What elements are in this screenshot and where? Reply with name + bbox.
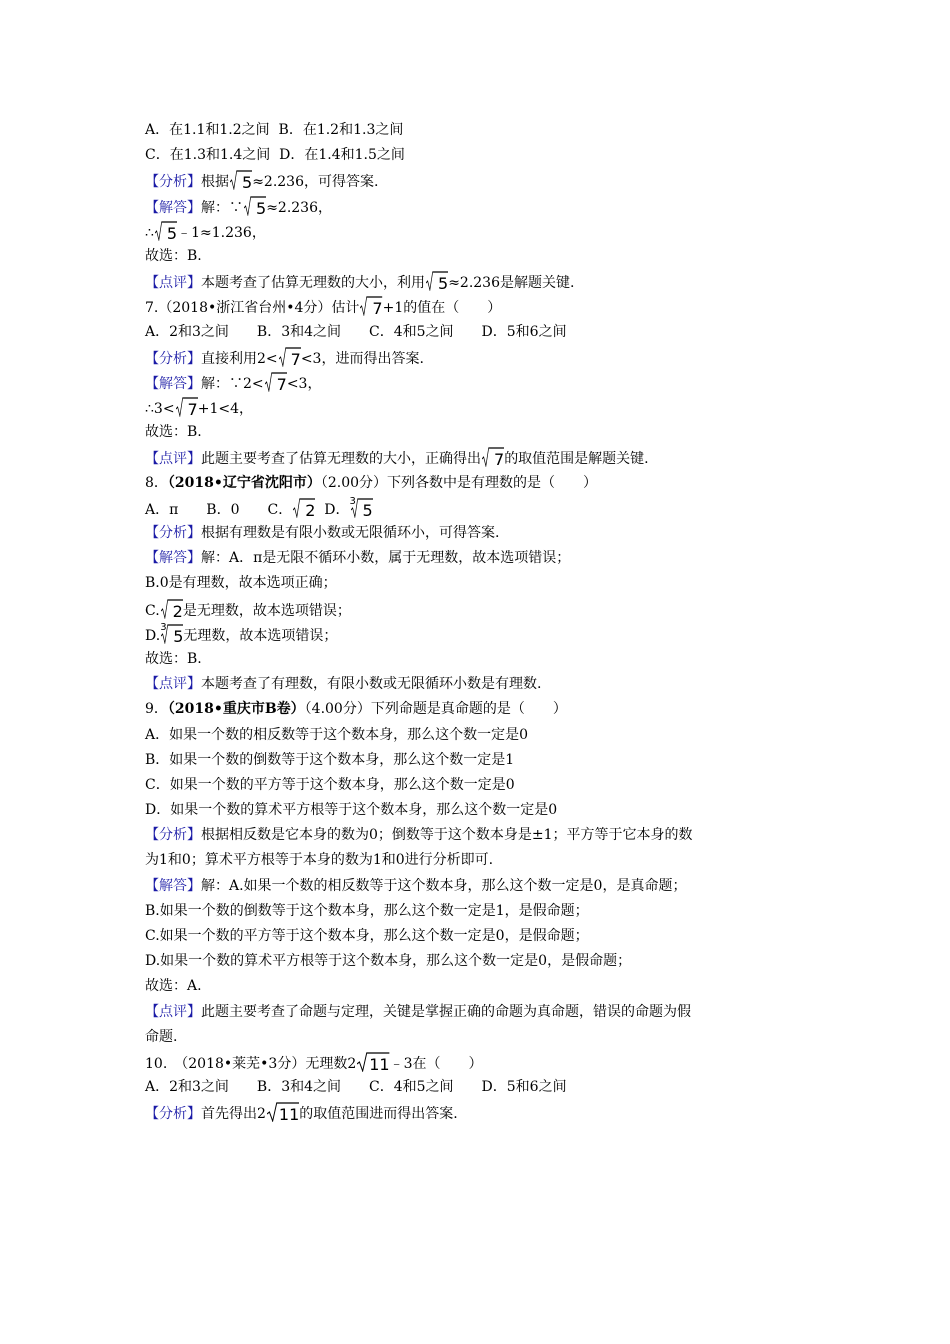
q8-solution-c [145, 597, 825, 622]
text: 此题主要考查了命题与定理，关键是掌握正确的命题为真命题，错误的命题为假 [201, 1003, 691, 1020]
radicand: 5 [173, 626, 184, 646]
text: 7.（2018•浙江省台州•4分）估计 [145, 300, 360, 317]
text: 解：∵2< [201, 375, 264, 392]
radicand: 5 [166, 223, 178, 243]
solution-tag: 【解答】 [145, 199, 201, 216]
text: （4.00分）下列命题是真命题的是（ ） [304, 701, 567, 718]
q6-options-cd: C．在1.3和1.4之间 D．在1.4和1.5之间 [145, 147, 405, 164]
text: 是无理数，故本选项错误； [182, 602, 351, 619]
comment-tag: 【点评】 [145, 1003, 201, 1020]
root-index: 3 [160, 621, 167, 633]
radicand: 2 [172, 601, 183, 621]
text: 根据有理数是有限小数或无限循环小，可得答案. [201, 525, 500, 541]
solution-tag: 【解答】 [145, 375, 201, 392]
root-index: 3 [349, 495, 356, 507]
comment-tag: 【点评】 [145, 451, 201, 468]
q9-comment [145, 1000, 825, 1025]
text: 根据相反数是它本身的数为0；倒数等于这个数本身是±1；平方等于它本身的数 [201, 827, 693, 844]
text: +1的值在（ ） [382, 300, 502, 317]
q8-solution-b: B.0是有理数，故本选项正确； [145, 575, 337, 592]
radicand: 7 [372, 299, 383, 319]
text: 无理数，故本选项错误； [183, 627, 338, 644]
text: 8． [145, 474, 168, 491]
text: 直接利用2< [201, 350, 278, 367]
text: 本题考查了估算无理数的大小，利用 [201, 275, 425, 292]
radicand: 5 [438, 274, 449, 294]
q8-analysis [145, 521, 825, 546]
q10-analysis [145, 1100, 825, 1125]
q7-analysis [145, 345, 825, 370]
text: ﹣3在（ ） [389, 1055, 483, 1072]
sqrt-symbol [482, 445, 504, 470]
cube-root-symbol [161, 622, 183, 647]
q6-analysis [145, 168, 825, 193]
q6-solution [145, 194, 825, 219]
q9-solution-b: B.如果一个数的倒数等于这个数本身，那么这个数一定是1，是假命题； [145, 902, 589, 919]
comment-tag: 【点评】 [145, 275, 201, 292]
q9-solution-c: C.如果一个数的平方等于这个数本身，那么这个数一定是0，是假命题； [145, 928, 589, 944]
text: <3， [286, 375, 322, 392]
analysis-tag: 【分析】 [145, 350, 201, 367]
source-bold: （2018•重庆市B卷） [167, 701, 305, 718]
text: 的取值范围进而得出答案. [299, 1106, 458, 1123]
q6-options-ab: A．在1.1和1.2之间 B．在1.2和1.3之间 [145, 122, 404, 138]
q7-solution-step [145, 395, 825, 420]
q7-solution [145, 370, 825, 395]
source-bold: （2018•辽宁省沈阳市） [167, 474, 321, 491]
sqrt-symbol [360, 294, 382, 319]
q6-comment [145, 269, 825, 294]
radicand: 5 [256, 198, 267, 218]
q7-answer: 故选：B. [145, 424, 202, 441]
text: 解：∵ [201, 199, 243, 216]
sqrt-symbol [357, 1050, 389, 1075]
sqrt-symbol [244, 194, 266, 219]
q9-solution-d: D.如果一个数的算术平方根等于这个数本身，那么这个数一定是0，是假命题； [145, 953, 632, 970]
text: D． [315, 501, 350, 518]
q7-comment [145, 445, 825, 470]
text: <3，进而得出答案. [300, 350, 424, 367]
text: 9． [145, 701, 168, 718]
text: 此题主要考查了估算无理数的大小，正确得出 [201, 451, 481, 468]
q7-options: A．2和3之间 B．3和4之间 C．4和5之间 D．5和6之间 [145, 323, 567, 340]
text: 本题考查了有理数，有限小数或无限循环小数是有理数. [201, 676, 542, 693]
sqrt-symbol [265, 370, 287, 395]
comment-tag: 【点评】 [145, 676, 201, 693]
radicand: 7 [187, 400, 198, 420]
text: ﹣1≈1.236， [177, 224, 266, 241]
q9-option-d: D．如果一个数的算术平方根等于这个数本身，那么这个数一定是0 [145, 802, 558, 819]
q9-comment-cont: 命题. [145, 1028, 178, 1045]
solution-tag: 【解答】 [145, 877, 201, 894]
text: D. [145, 627, 161, 644]
q9-option-a: A．如果一个数的相反数等于这个数本身，那么这个数一定是0 [145, 726, 529, 743]
analysis-tag: 【分析】 [145, 1106, 201, 1123]
text: A．π B．0 C． [145, 501, 293, 518]
text: 解：A．π是无限不循环小数，属于无理数，故本选项错误； [201, 550, 571, 567]
text: 10. （2018•莱芜•3分）无理数2 [145, 1055, 357, 1072]
q7-stem [145, 294, 825, 319]
text: +1<4， [197, 401, 254, 418]
analysis-tag: 【分析】 [145, 827, 201, 844]
text: 根据 [201, 174, 229, 191]
text: ≈2.236，可得答案. [252, 174, 379, 191]
sqrt-symbol [155, 219, 177, 244]
q10-stem [145, 1050, 825, 1075]
q9-analysis-cont: 为1和0；算术平方根等于本身的数为1和0进行分析即可. [145, 852, 494, 869]
q8-solution-d [145, 622, 825, 647]
q9-answer: 故选：A. [145, 978, 202, 995]
radicand: 5 [242, 173, 253, 193]
q6-answer: 故选：B. [145, 247, 202, 264]
analysis-tag: 【分析】 [145, 174, 201, 191]
radicand: 11 [369, 1054, 390, 1074]
sqrt-symbol [230, 168, 252, 193]
text: 的取值范围是解题关键. [504, 451, 649, 468]
radicand: 7 [494, 450, 505, 470]
text: C. [145, 602, 160, 619]
q9-option-b: B．如果一个数的倒数等于这个数本身，那么这个数一定是1 [145, 751, 515, 768]
q8-stem [145, 471, 825, 496]
q10-options: A．2和3之间 B．3和4之间 C．4和5之间 D．5和6之间 [145, 1079, 567, 1096]
text: ∴ [145, 224, 154, 241]
sqrt-symbol [279, 345, 301, 370]
sqrt-symbol [176, 395, 198, 420]
text: ≈2.236， [266, 199, 332, 216]
sqrt-symbol [426, 269, 448, 294]
text: （2.00分）下列各数中是有理数的是（ ） [320, 474, 598, 491]
analysis-tag: 【分析】 [145, 525, 201, 541]
text: 首先得出2 [201, 1106, 266, 1123]
radicand: 7 [290, 349, 301, 369]
sqrt-symbol [267, 1100, 299, 1125]
radicand: 2 [305, 500, 316, 520]
q6-solution-step [145, 219, 825, 244]
q9-solution [145, 874, 825, 899]
document-page [145, 118, 825, 1126]
q8-options [145, 496, 825, 521]
q8-comment [145, 672, 825, 697]
text: ≈2.236是解题关键. [448, 275, 575, 292]
q8-solution [145, 546, 825, 571]
text: 解：A.如果一个数的相反数等于这个数本身，那么这个数一定是0，是真命题； [201, 877, 687, 894]
radicand: 11 [278, 1105, 300, 1125]
sqrt-symbol [293, 496, 315, 521]
cube-root-symbol [351, 496, 373, 521]
radicand: 7 [276, 374, 287, 394]
q8-answer: 故选：B. [145, 650, 202, 667]
solution-tag: 【解答】 [145, 550, 201, 567]
text: ∴3< [145, 401, 175, 418]
radicand: 5 [362, 500, 373, 520]
q9-option-c: C．如果一个数的平方等于这个数本身，那么这个数一定是0 [145, 776, 515, 793]
q9-stem [145, 697, 825, 722]
q9-analysis [145, 823, 825, 848]
